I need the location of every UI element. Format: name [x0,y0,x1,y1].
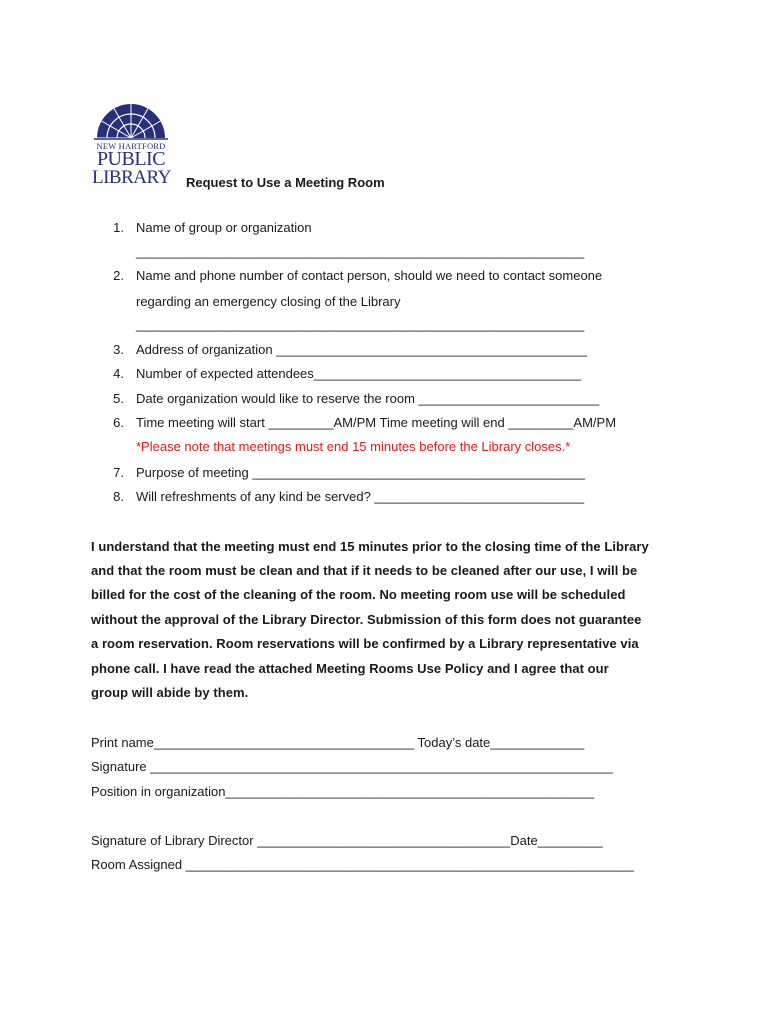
agreement-line-6: phone call. I have read the attached Meeting Rooms Use Policy and I agree that our [91,661,609,676]
q2-text-cont: regarding an emergency closing of the Library [136,294,401,309]
q6-text[interactable]: Time meeting will start _________AM/PM Time meeting will end _________AM/PM [136,415,617,430]
print-name-field[interactable]: Print name____________________________________ Today’s date_____________ [91,735,585,750]
logo-word-public: PUBLIC [96,148,166,170]
q3-text[interactable]: Address of organization ___________________________________________ [136,342,588,357]
logo-word-library: LIBRARY [92,167,171,188]
q1-answer-line[interactable]: ______________________________________________________________ [136,244,585,259]
signature-field[interactable]: Signature ________________________________________________________________ [91,759,613,774]
q8-text[interactable]: Will refreshments of any kind be served? _____________________________ [136,489,585,504]
q2-number: 2. [113,268,124,283]
q5-text[interactable]: Date organization would like to reserve the room _________________________ [136,391,600,406]
q6-number: 6. [113,415,124,430]
q1-number: 1. [113,220,124,235]
position-field[interactable]: Position in organization___________________________________________________ [91,784,595,799]
q6-note: *Please note that meetings must end 15 minutes before the Library closes.* [136,439,571,454]
q2-answer-line[interactable]: ______________________________________________________________ [136,317,585,332]
q4-number: 4. [113,366,124,381]
page-title: Request to Use a Meeting Room [186,175,385,190]
agreement-line-1: I understand that the meeting must end 15 minutes prior to the closing time of the Library [91,539,649,554]
logo-subtitle: NEW HARTFORD [96,141,166,151]
agreement-line-4: without the approval of the Library Director. Submission of this form does not guarantee [91,612,642,627]
director-signature-field[interactable]: Signature of Library Director ___________________________________Date_________ [91,833,603,848]
library-logo [92,96,170,188]
agreement-line-5: a room reservation. Room reservations will be confirmed by a Library representative via [91,636,639,651]
agreement-line-3: billed for the cost of the cleaning of the room. No meeting room use will be scheduled [91,587,626,602]
room-assigned-field[interactable]: Room Assigned ______________________________________________________________ [91,857,634,872]
agreement-line-7: group will abide by them. [91,685,249,700]
q8-number: 8. [113,489,124,504]
q2-text: Name and phone number of contact person, should we need to contact someone [136,268,603,283]
q4-text[interactable]: Number of expected attendees_____________________________________ [136,366,582,381]
q5-number: 5. [113,391,124,406]
q1-text: Name of group or organization [136,220,312,235]
agreement-line-2: and that the room must be clean and that if it needs to be cleaned after our use, I will be [91,563,638,578]
q7-number: 7. [113,465,124,480]
q3-number: 3. [113,342,124,357]
q7-text[interactable]: Purpose of meeting ______________________________________________ [136,465,585,480]
